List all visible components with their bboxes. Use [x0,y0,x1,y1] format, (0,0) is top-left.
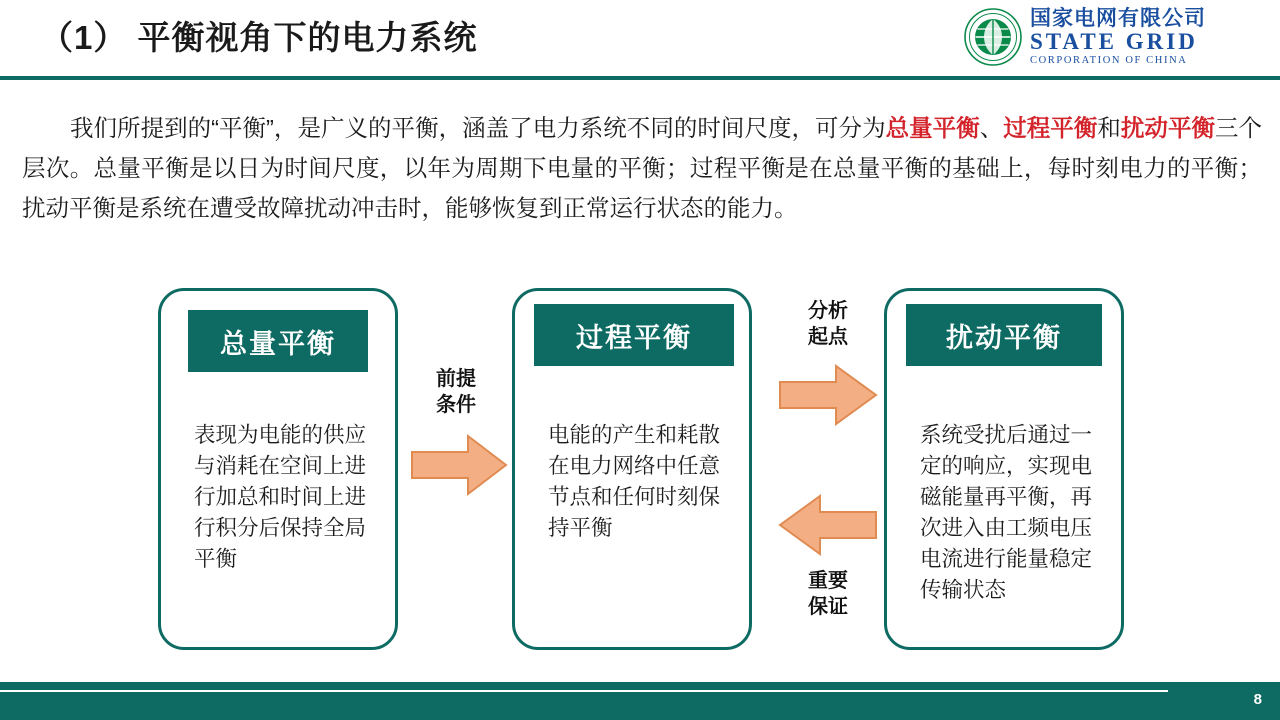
logo-company-cn: 国家电网有限公司 [1030,7,1206,31]
intro-paragraph [22,108,1262,228]
arrow-label-precondition [404,366,508,418]
highlight-process-balance: 过程平衡 [1003,115,1098,141]
card-title-total-balance: 总量平衡 [188,310,368,372]
card-body-process-balance: 电能的产生和耗散在电力网络中任意节点和任何时刻保持平衡 [548,423,721,540]
page-title: （1） 平衡视角下的电力系统 [40,19,478,56]
arrow-label-important-guarantee-line2: 保证 [808,596,848,618]
arrow-precondition-icon [410,430,510,505]
header-divider [0,76,1280,80]
page-number: 8 [1253,691,1262,708]
arrow-important-guarantee-icon [776,490,878,565]
balance-diagram [0,282,1280,662]
arrow-label-important-guarantee [776,568,880,620]
card-title-process-balance: 过程平衡 [534,304,734,366]
arrow-label-analysis-start-line1: 分析 [808,300,848,322]
highlight-total-balance: 总量平衡 [885,115,980,141]
arrow-label-analysis-start [776,298,880,350]
card-body-disturbance-balance: 系统受扰后通过一定的响应，实现电磁能量再平衡，再次进入由工频电压电流进行能量稳定传输状态 [920,423,1093,602]
highlight-disturbance-balance: 扰动平衡 [1120,115,1215,141]
paragraph-part-2: 三个层次。总量平衡是以日为时间尺度，以年为周期下电量的平衡；过程平衡是在总量平衡的基础上，每时刻电力的平衡；扰动平衡是系统在遭受故障扰动冲击时，能够恢复到正常运行状态的能力。 [22,115,1263,221]
arrow-label-important-guarantee-line1: 重要 [808,570,848,592]
paragraph-part-1: 我们所提到的“平衡”，是广义的平衡，涵盖了电力系统不同的时间尺度，可分为 [70,115,886,141]
card-title-disturbance-balance: 扰动平衡 [906,304,1102,366]
slide-header [0,0,1280,78]
footer-inner-bar [0,682,1168,690]
logo-text-block [1030,8,1206,65]
arrow-label-analysis-start-line2: 起点 [808,326,848,348]
logo-company-en-line1: STATE GRID [1030,29,1198,55]
card-body-total-balance: 表现为电能的供应与消耗在空间上进行加总和时间上进行积分后保持全局平衡 [194,423,367,571]
paragraph-sep-2: 和 [1097,115,1121,141]
state-grid-logo [964,6,1264,68]
arrow-label-precondition-line2: 条件 [436,394,476,416]
logo-company-en-line2: CORPORATION OF CHINA [1030,54,1188,66]
globe-icon [964,8,1022,66]
arrow-analysis-start-icon [778,360,880,435]
arrow-label-precondition-line1: 前提 [436,368,476,390]
paragraph-sep-1: 、 [979,115,1004,141]
